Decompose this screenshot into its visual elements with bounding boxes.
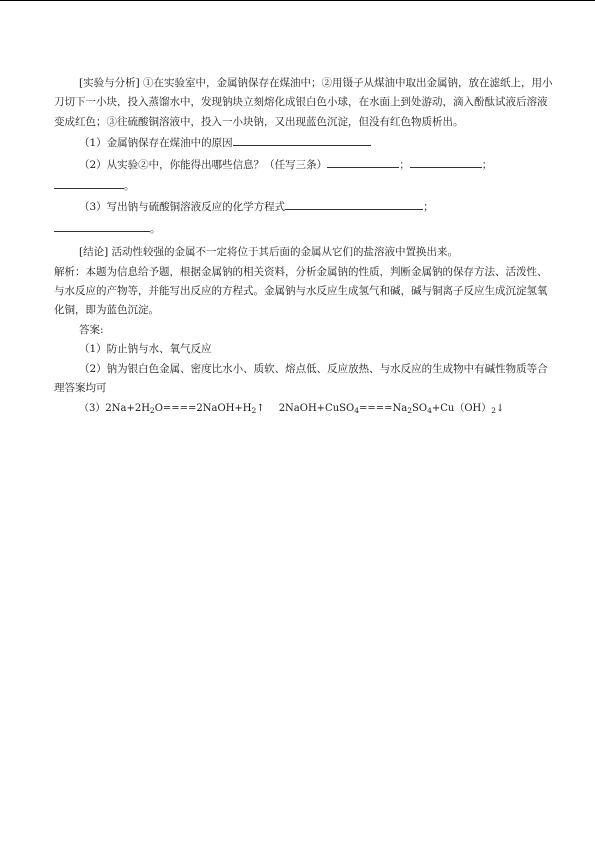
question-2-continuation — [54, 175, 554, 196]
gas-arrow-icon: ↑ — [256, 402, 265, 414]
precipitate-arrow-icon: ↓ — [496, 402, 505, 414]
experiment-tag: [实验与分析] — [79, 77, 140, 89]
conclusion-text: 活动性较强的金属不一定将位于其后面的金属从它们的盐溶液中置换出来。 — [111, 246, 459, 259]
separator: ； — [423, 201, 434, 214]
conclusion-paragraph — [54, 243, 554, 262]
separator: ； — [481, 158, 493, 171]
answer-blank[interactable] — [54, 175, 124, 189]
question-1 — [54, 132, 554, 153]
equation-1: $2Na+2H_2O====2NaOH+H_2↑$ — [105, 402, 265, 415]
question-3 — [54, 196, 554, 217]
question-3-text: （3）写出钠与硫酸铜溶液反应的化学方程式 — [79, 201, 286, 214]
experiment-text: ①在实验室中，金属钠保存在煤油中；②用镊子从煤油中取出金属钠，放在滤纸上，用小刀切下一小块，投入蒸馏水中，发现钠块立刻熔化成银白色小球，在水面上到处游动，滴入酚酞试液后溶液变成红色；③往硫酸铜溶液中，投入一小块钠，又出现蓝色沉淀，但没有红色物质析出。 — [54, 77, 553, 128]
answer-blank[interactable] — [285, 196, 423, 210]
answer-3-number: （3） — [79, 402, 106, 414]
answer-blank[interactable] — [233, 132, 371, 146]
answer-blank[interactable] — [410, 154, 482, 168]
document-body — [54, 74, 554, 418]
question-2 — [54, 154, 554, 175]
question-3-continuation — [54, 218, 554, 239]
answer-blank[interactable] — [54, 218, 150, 232]
answer-label: 答案: — [79, 323, 104, 336]
answer-blank[interactable] — [327, 154, 399, 168]
top-border-line — [0, 0, 595, 1]
end-mark: 。 — [124, 180, 135, 193]
end-mark: 。 — [150, 222, 161, 235]
conclusion-tag: [结论] — [79, 246, 109, 259]
answer-1: （1）防止钠与水、氧气反应 — [79, 343, 212, 356]
answer-2: （2）钠为银白色金属、密度比水小、质软、熔点低、反应放热、与水反应的生成物中有碱性物质等合理答案均可 — [54, 362, 548, 395]
equation-2: $2NaOH+CuSO_4====Na_2SO_4+Cu(OH)_2↓$ — [278, 402, 505, 415]
answer-3-equations — [54, 399, 554, 418]
analysis-paragraph: 解析：本题为信息给予题，根据金属钠的相关资料，分析金属钠的性质，判断金属钠的保存方法、活泼性、与水反应的产物等，并能写出反应的方程式。金属钠与水反应生成氢气和碱，碱与铜离子反应生成沉淀氢氧化铜，即为蓝色沉淀。 — [54, 265, 548, 317]
question-1-text: （1）金属钠保存在煤油中的原因 — [79, 137, 233, 150]
experiment-paragraph — [54, 74, 554, 132]
separator: ； — [399, 158, 410, 171]
question-2-text: （2）从实验②中，你能得出哪些信息？（任写三条） — [79, 158, 328, 171]
